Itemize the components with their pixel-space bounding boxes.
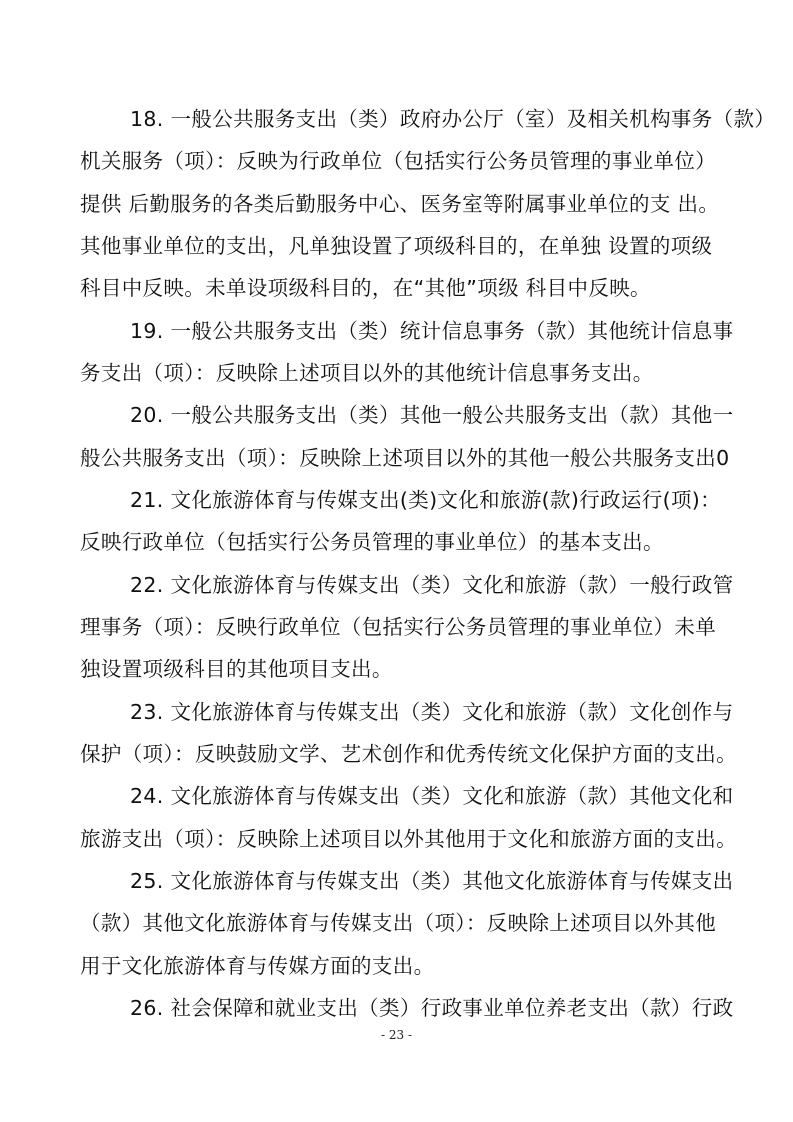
paragraph-23-line-2: 保护（项）：反映鼓励文学、艺术创作和优秀传统文化保护方面的支出。 xyxy=(80,742,737,766)
paragraph-22-line-2: 理事务（项）：反映行政单位（包括实行公务员管理的事业单位）未单 xyxy=(80,615,717,639)
paragraph-20-line-1: 20. 一般公共服务支出（类）其他一般公共服务支出（款）其他一 xyxy=(130,403,734,427)
paragraph-20-line-2: 般公共服务支出（项）：反映除上述项目以外的其他一般公共服务支出0 xyxy=(80,446,730,470)
paragraph-18-line-5: 科目中反映。未单设项级科目的，在“其他”项级 科目中反映。 xyxy=(80,276,651,300)
paragraph-19-line-1: 19. 一般公共服务支出（类）统计信息事务（款）其他统计信息事 xyxy=(130,319,734,343)
paragraph-19-line-2: 务支出（项）：反映除上述项目以外的其他统计信息事务支出。 xyxy=(80,361,654,385)
paragraph-22-line-3: 独设置项级科目的其他项目支出。 xyxy=(80,657,393,681)
paragraph-18-line-3: 提供 后勤服务的各类后勤服务中心、医务室等附属事业单位的支 出。 xyxy=(80,192,720,216)
paragraph-24-line-2: 旅游支出（项）：反映除上述项目以外其他用于文化和旅游方面的支出。 xyxy=(80,827,737,851)
paragraph-18-line-4: 其他事业单位的支出，凡单独设置了项级科目的，在单独 设置的项级 xyxy=(80,234,713,258)
paragraph-21-line-1: 21. 文化旅游体育与传媒支出(类)文化和旅游(款)行政运行(项)： xyxy=(130,488,722,512)
paragraph-25-line-1: 25. 文化旅游体育与传媒支出（类）其他文化旅游体育与传媒支出 xyxy=(130,869,734,893)
paragraph-22-line-1: 22. 文化旅游体育与传媒支出（类）文化和旅游（款）一般行政管 xyxy=(130,573,734,597)
paragraph-26-line-1: 26. 社会保障和就业支出（类）行政事业单位养老支出（款）行政 xyxy=(130,996,734,1020)
paragraph-24-line-1: 24. 文化旅游体育与传媒支出（类）文化和旅游（款）其他文化和 xyxy=(130,784,734,808)
paragraph-25-line-3: 用于文化旅游体育与传媒方面的支出。 xyxy=(80,954,435,978)
paragraph-25-line-2: （款）其他文化旅游体育与传媒支出（项）：反映除上述项目以外其他 xyxy=(80,911,717,935)
paragraph-21-line-2: 反映行政单位（包括实行公务员管理的事业单位）的基本支出。 xyxy=(80,530,664,554)
paragraph-18-line-2: 机关服务（项）：反映为行政单位（包括实行公务员管理的事业单位） xyxy=(80,149,717,173)
page-number: - 23 - xyxy=(380,1028,412,1042)
paragraph-23-line-1: 23. 文化旅游体育与传媒支出（类）文化和旅游（款）文化创作与 xyxy=(130,700,734,724)
paragraph-18-line-1: 18. 一般公共服务支出（类）政府办公厅（室）及相关机构事务（款） xyxy=(130,107,776,131)
